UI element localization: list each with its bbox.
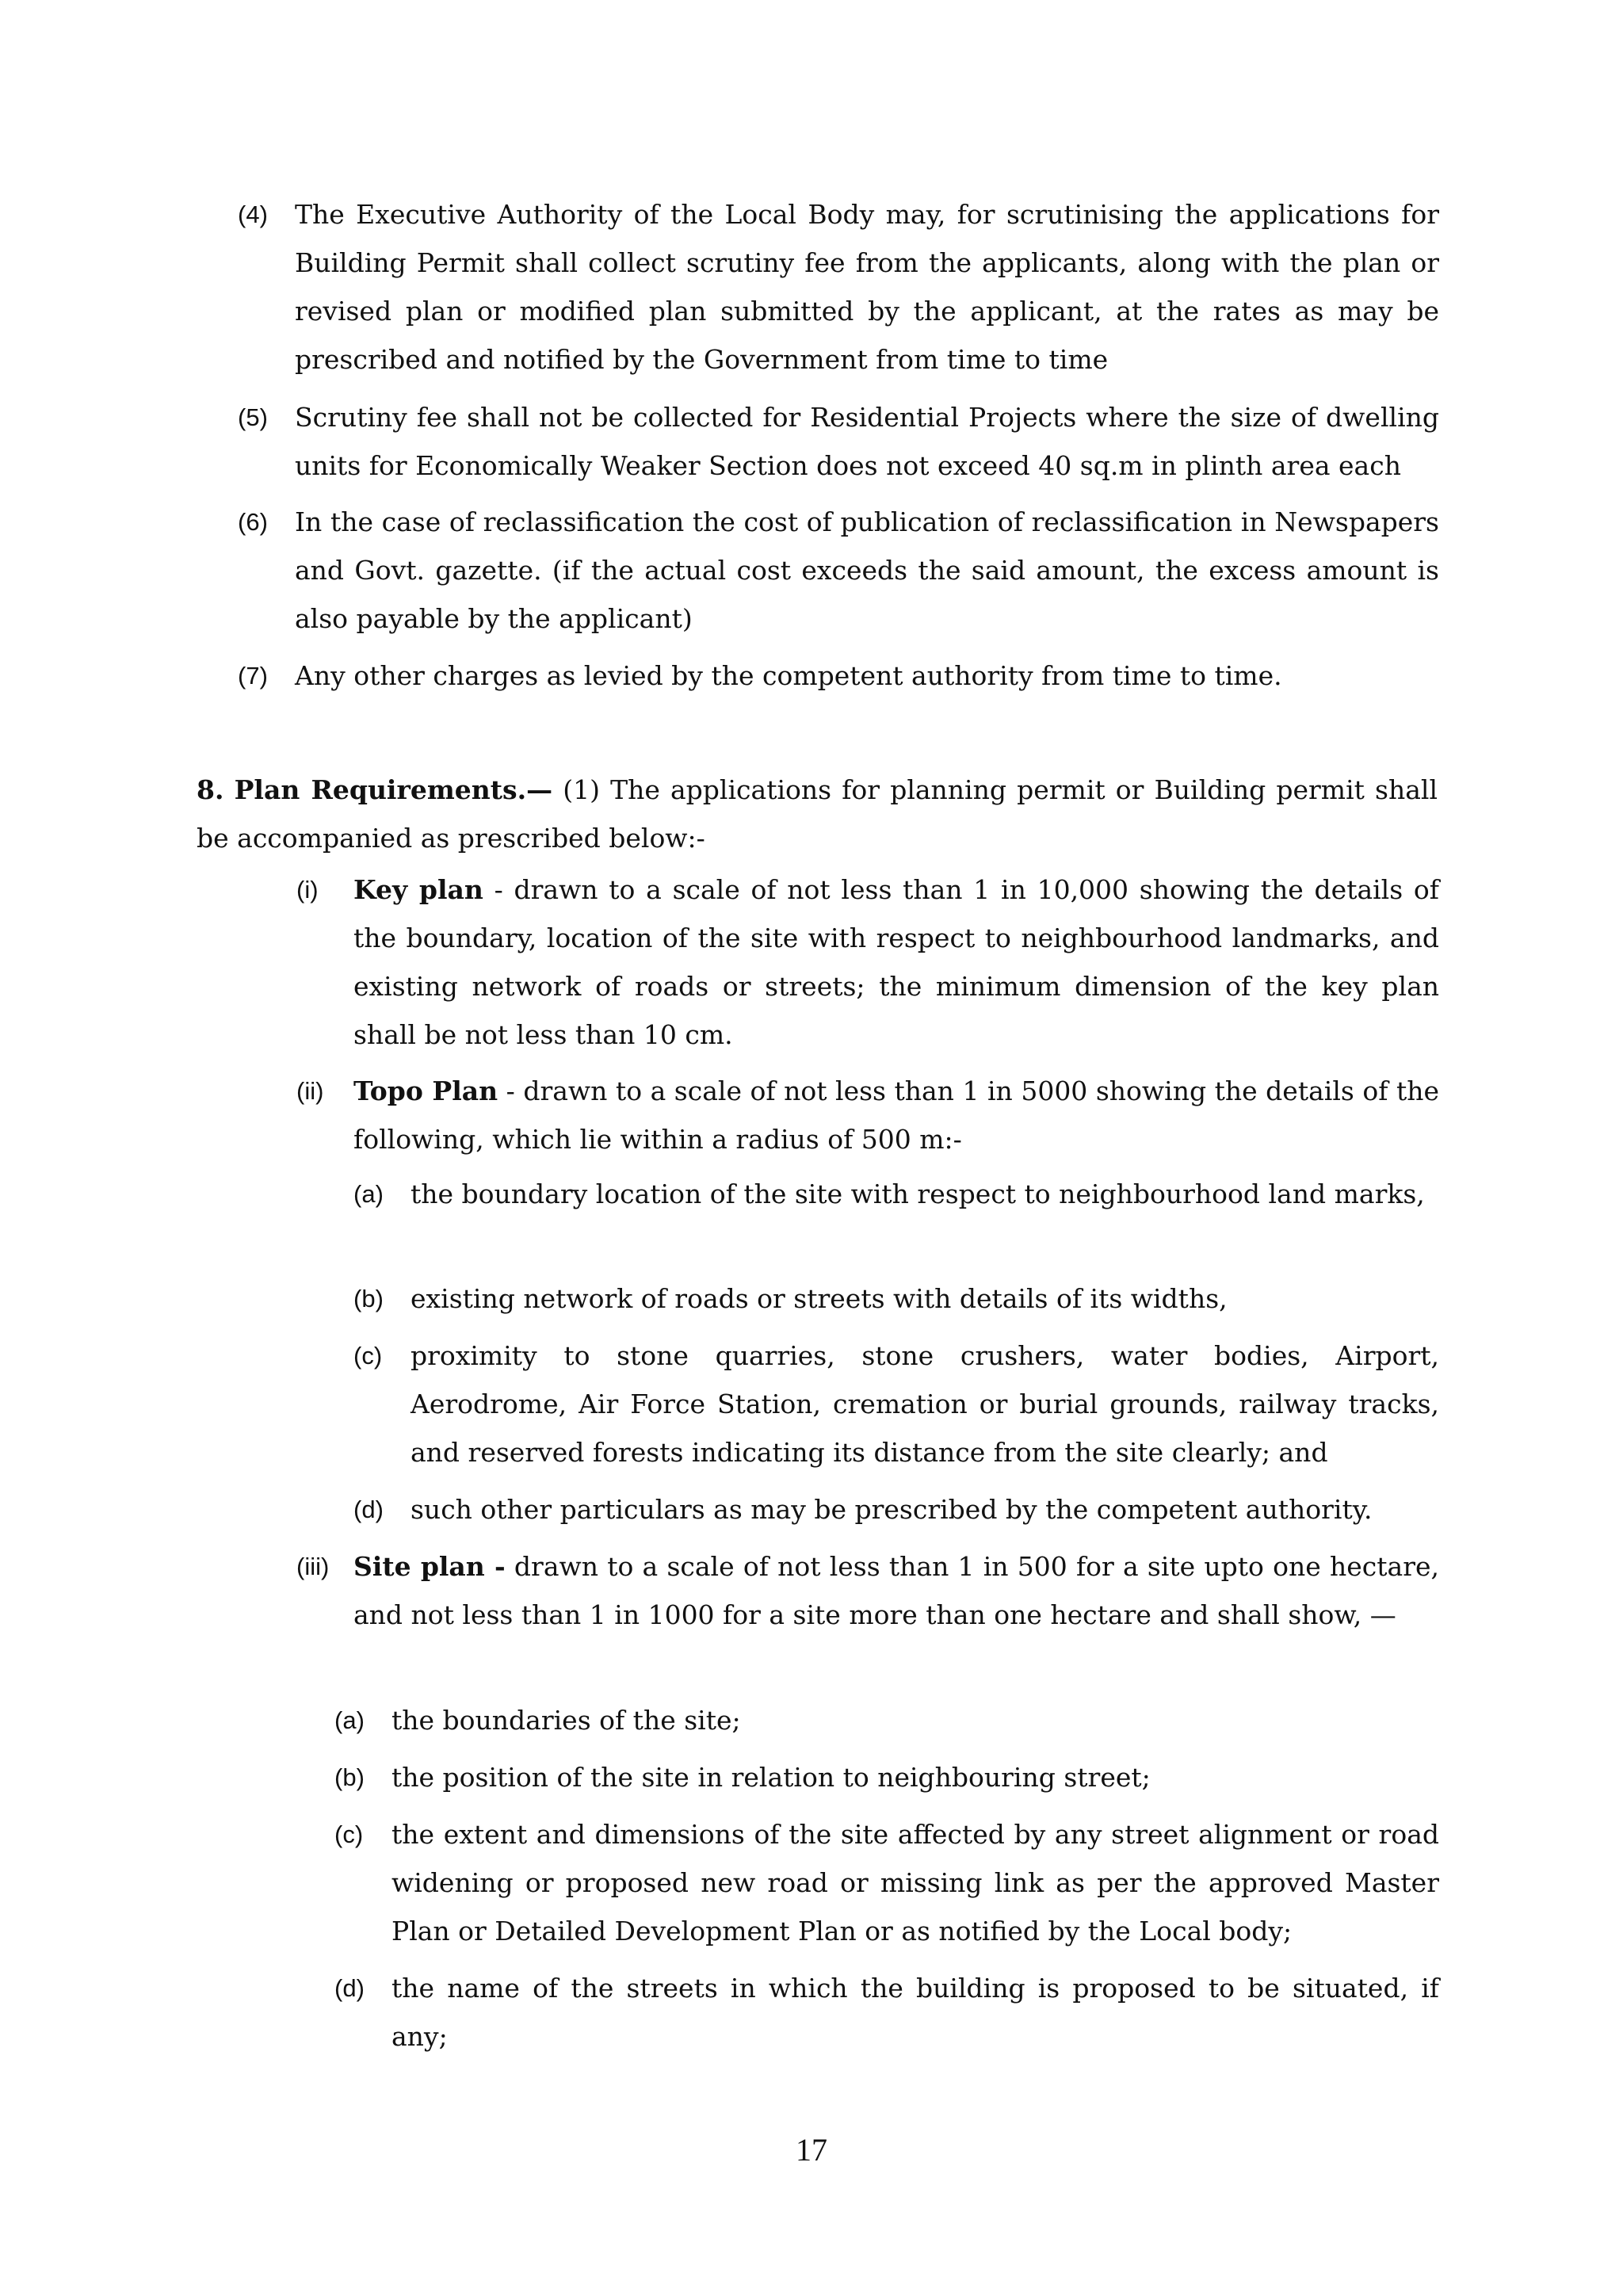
site-sub-b <box>334 1753 1439 1801</box>
plan-label: Topo Plan <box>353 1075 498 1106</box>
topo-sub-c <box>353 1331 1439 1477</box>
clause-text: Scrutiny fee shall not be collected for Residential Projects where the size of dwelling units for Economically Weaker Section does not exceed 40 sq.m in plinth area each <box>295 402 1439 481</box>
clause-text: The Executive Authority of the Local Body may, for scrutinising the applications for Building Permit shall collect scrutiny fee from the applicants, along with the plan or revised plan or modified plan submitted by the applicant, at the rates as may be prescribed and notified by the Government from time to time <box>295 199 1439 375</box>
sub-text: the extent and dimensions of the site affected by any street alignment or road widening or proposed new road or missing link as per the approved Master Plan or Detailed Development Plan or as notified by the Local body; <box>391 1819 1439 1946</box>
clause-text: Any other charges as levied by the competent authority from time to time. <box>295 660 1282 691</box>
clause-marker: (5) <box>238 403 268 431</box>
sub-text: the position of the site in relation to neighbouring street; <box>391 1762 1151 1793</box>
plan-label: Site plan - <box>353 1551 506 1582</box>
sub-marker: (b) <box>334 1763 365 1791</box>
plan-text: - drawn to a scale of not less than 1 in 5000 showing the details of the following, which lie within a radius of 500 m:- <box>353 1075 1439 1155</box>
sub-text: the boundary location of the site with respect to neighbourhood land marks, <box>411 1179 1425 1209</box>
section-number: 8. <box>197 774 224 805</box>
plan-marker: (ii) <box>296 1077 324 1105</box>
section-intro: (1) The applications for planning permit or Building permit shall be accompanied as prescribed below:- <box>197 774 1438 854</box>
sub-marker: (c) <box>353 1342 383 1370</box>
site-sub-d <box>334 1964 1439 2061</box>
clause-6 <box>238 498 1439 643</box>
site-sub-a <box>334 1696 1439 1744</box>
sub-text: such other particulars as may be prescribed by the competent authority. <box>411 1494 1373 1525</box>
plan-site <box>296 1542 1439 1639</box>
plan-text: - drawn to a scale of not less than 1 in 10,000 showing the details of the boundary, location of the site with respect to neighbourhood landmarks, and existing network of roads or streets; the minimum dimension of the key plan shall be not less than 10 cm. <box>353 874 1439 1050</box>
sub-text: the boundaries of the site; <box>391 1705 741 1736</box>
page-number: 17 <box>796 2132 827 2168</box>
plan-marker: (iii) <box>296 1553 330 1580</box>
topo-sub-a <box>353 1170 1439 1218</box>
plan-marker: (i) <box>296 876 319 904</box>
section-8-heading <box>197 766 1438 862</box>
clause-marker: (4) <box>238 201 268 228</box>
plan-key <box>296 865 1439 1059</box>
clause-5 <box>238 393 1439 490</box>
site-sub-c <box>334 1810 1439 1955</box>
clause-marker: (7) <box>238 662 268 690</box>
sub-text: existing network of roads or streets with details of its widths, <box>411 1283 1228 1314</box>
section-title: Plan Requirements.— <box>234 774 553 805</box>
topo-sub-b <box>353 1274 1439 1323</box>
topo-sub-d <box>353 1485 1439 1534</box>
sub-marker: (c) <box>334 1820 364 1848</box>
plan-topo <box>296 1067 1439 1163</box>
clause-4 <box>238 190 1439 384</box>
clause-7 <box>238 651 1439 700</box>
clause-marker: (6) <box>238 508 268 536</box>
sub-text: proximity to stone quarries, stone crushers, water bodies, Airport, Aerodrome, Air Force Station, cremation or burial grounds, railway tracks, and reserved forests indicating its distance from the site clearly; and <box>411 1340 1439 1468</box>
sub-marker: (a) <box>353 1180 384 1208</box>
plan-text: drawn to a scale of not less than 1 in 500 for a site upto one hectare, and not less than 1 in 1000 for a site more than one hectare and shall show, — <box>353 1551 1439 1630</box>
sub-marker: (d) <box>334 1974 365 2002</box>
sub-marker: (a) <box>334 1706 365 1734</box>
sub-marker: (d) <box>353 1496 384 1523</box>
clause-text: In the case of reclassification the cost of publication of reclassification in Newspapers and Govt. gazette. (if the actual cost exceeds the said amount, the excess amount is also payable by the applicant) <box>295 506 1439 634</box>
sub-marker: (b) <box>353 1285 384 1312</box>
sub-text: the name of the streets in which the building is proposed to be situated, if any; <box>391 1973 1439 2052</box>
plan-label: Key plan <box>353 874 483 905</box>
